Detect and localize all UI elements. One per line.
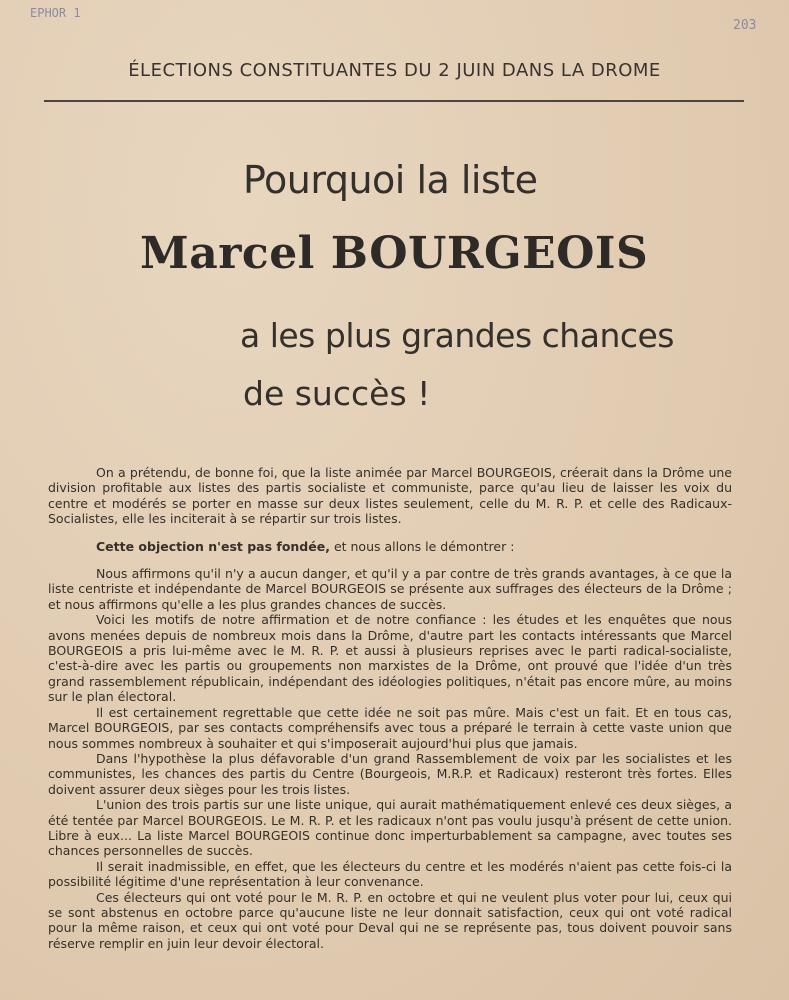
body-text [48,465,732,951]
paragraph-7: L'union des trois partis sur une liste unique, qui aurait mathématiquement enlevé ces deux sièges, a été tentée par Marcel BOURGEOIS. Le M. R. P. et les radicaux n'ont pas voulu jusqu'à présent de cette union. Libre à eux... La liste Marcel BOURGEOIS continue donc imperturbablement sa campagne, avec toutes ses chances personnelles de succès. [48,797,732,859]
objection-rest: et nous allons le démontrer : [329,538,515,554]
objection-bold: Cette objection n'est pas fondée, [96,538,330,554]
paragraph-6: Dans l'hypothèse la plus défavorable d'un grand Rassemblement de voix par les socialistes et les communistes, les chances des partis du Centre (Bourgeois, M.R.P. et Radicaux) resteront très fortes. Elles doivent assurer deux sièges pour les trois listes. [48,750,732,797]
handwritten-annotation-right: 203 [733,18,757,33]
paragraph-5: Il est certainement regrettable que cette idée ne soit pas mûre. Mais c'est un fait. Et en tous cas, Marcel BOURGEOIS, par ses contacts compréhensifs avec tous a préparé le terrain à cette vaste union que nous sommes nombreux à souhaiter et qui s'imposerait aujourd'hui plus que jamais. [48,704,732,751]
paragraph-3: Nous affirmons qu'il n'y a aucun danger, et qu'il y a par contre de très grands avantages, à ce que la liste centriste et indépendante de Marcel BOURGEOIS se présente aux suffrages des électeurs de la Drôme ; et nous affirmons qu'elle a les plus grandes chances de succès. [48,566,732,612]
paragraph-2 [48,539,732,554]
title-line-4: de succès ! [243,374,431,413]
paragraph-1: On a prétendu, de bonne foi, que la liste animée par Marcel BOURGEOIS, créerait dans la Drôme une division profitable aux listes des partis socialiste et communiste, parce qu'au lieu de laisser les voix du centre et modérés se porter en masse sur deux listes seulement, celle du M. R. P. et celle des Radicaux-Socialistes, elle les inciterait à se répartir sur trois listes. [48,465,732,527]
page-header: ÉLECTIONS CONSTITUANTES DU 2 JUIN DANS LA DROME [128,60,661,81]
title-line-3: a les plus grandes chances [240,316,674,355]
paragraph-4: Voici les motifs de notre affirmation et de notre confiance : les études et les enquêtes que nous avons menées depuis de nombreux mois dans la Drôme, d'autre part les contacts intéressants que Marcel BOURGEOIS a pris lui-même avec le M. R. P. et aussi à plusieurs reprises avec le parti radical-socialiste, c'est-à-dire avec les partis ou groupements non marxistes de la Drôme, ont prouvé que l'idée d'un très grand rassemblement républicain, indépendant des idéologies politiques, n'était pas encore mûre, au moins sur le plan électoral. [48,612,732,705]
header-divider [44,100,744,102]
title-candidate-name: Marcel BOURGEOIS [140,228,649,279]
paragraph-8: Il serait inadmissible, en effet, que les électeurs du centre et les modérés n'aient pas cette fois-ci la possibilité légitime d'une représentation à leur convenance. [48,858,732,890]
handwritten-annotation-left: EPHOR 1 [30,6,81,20]
title-line-1: Pourquoi la liste [243,158,538,202]
paragraph-9: Ces électeurs qui ont voté pour le M. R. P. en octobre et qui ne veulent plus voter pour lui, ceux qui se sont abstenus en octobre parce qu'aucune liste ne leur donnait satisfaction, ceux qui ont voté radical pour la même raison, et ceux qui ont voté pour Deval qui ne se représente pas, tous doivent pouvoir sans réserve remplir en juin leur devoir électoral. [48,889,732,951]
